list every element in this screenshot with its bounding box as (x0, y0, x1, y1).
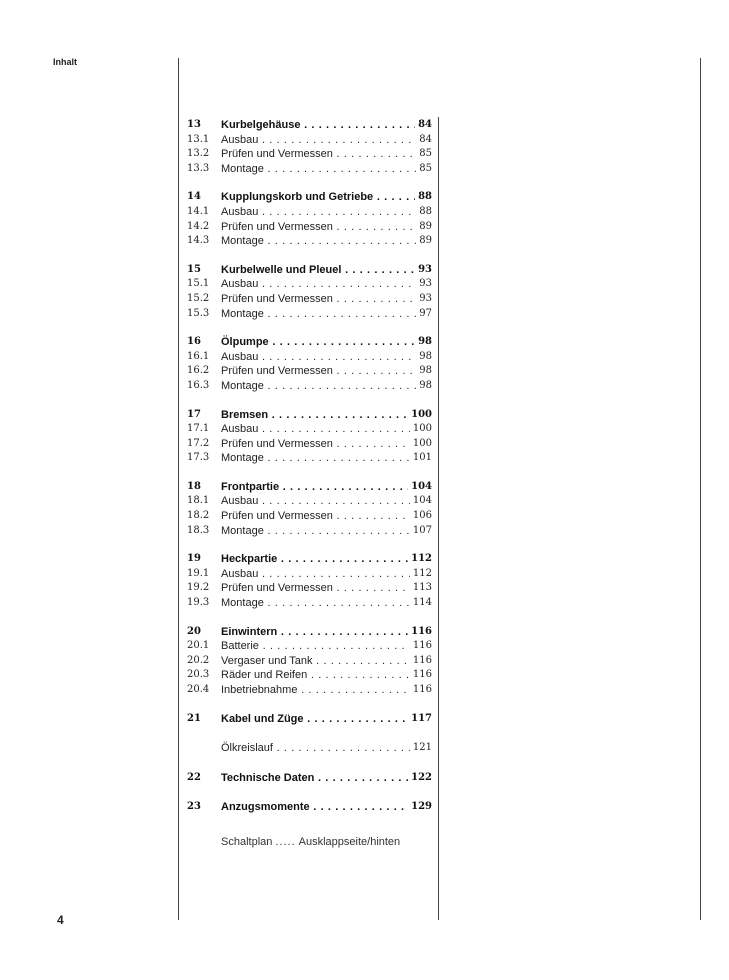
section-title: Montage (221, 379, 264, 392)
toc-section[interactable] (187, 524, 432, 539)
section-title: Ausbau (221, 205, 259, 218)
section-page: 93 (416, 277, 432, 292)
toc-chapter[interactable] (187, 408, 432, 423)
toc-section[interactable] (187, 437, 432, 452)
entry-title: Ölkreislauf (221, 742, 273, 755)
section-title: Prüfen und Vermessen (221, 220, 333, 233)
chapter-number: 14 (187, 191, 201, 203)
section-title: Montage (221, 597, 264, 610)
chapter-page: 98 (415, 335, 432, 350)
toc-group (187, 118, 432, 176)
section-title: Ausbau (221, 278, 259, 291)
chapter-title: Ölpumpe (221, 336, 269, 349)
toc-group (187, 408, 432, 466)
chapter-title: Anzugsmomente (221, 801, 310, 814)
chapter-page: 117 (408, 712, 432, 727)
chapter-number: 21 (187, 712, 201, 724)
toc-chapter[interactable] (187, 480, 432, 495)
section-page: 116 (410, 639, 432, 654)
section-title: Inbetriebnahme (221, 684, 298, 696)
section-title: Batterie (221, 640, 259, 653)
chapter-page: 112 (408, 552, 432, 567)
toc-chapter[interactable] (187, 190, 432, 205)
section-number: 19.1 (187, 567, 210, 579)
section-title: Ausbau (221, 423, 259, 436)
toc-section[interactable] (187, 307, 432, 322)
section-number: 20.3 (187, 669, 210, 681)
toc-section[interactable] (187, 451, 432, 466)
section-page: 98 (416, 350, 432, 365)
toc-section[interactable] (187, 133, 432, 148)
section-number: 16.2 (187, 365, 210, 377)
toc-section[interactable] (187, 292, 432, 307)
toc-chapter[interactable] (187, 552, 432, 567)
toc-group (187, 263, 432, 321)
section-title: Montage (221, 452, 264, 465)
chapter-number: 18 (187, 480, 201, 492)
section-page: 85 (416, 147, 432, 162)
chapter-number: 23 (187, 801, 201, 813)
chapter-number: 19 (187, 553, 201, 565)
section-page: 89 (416, 220, 432, 235)
section-number: 20.4 (187, 684, 210, 695)
toc-section[interactable] (187, 364, 432, 379)
toc-section[interactable] (187, 379, 432, 394)
section-page: 104 (410, 494, 432, 509)
section-number: 16.3 (187, 379, 210, 391)
section-page: 116 (410, 683, 432, 698)
left-rule (178, 58, 179, 920)
chapter-page: 88 (415, 190, 432, 205)
toc-chapter-22[interactable] (187, 771, 432, 786)
section-number: 17.3 (187, 452, 210, 464)
middle-rule (438, 117, 439, 920)
toc-chapter[interactable] (187, 118, 432, 133)
chapter-title: Frontpartie (221, 480, 280, 493)
chapter-number: 22 (187, 771, 201, 783)
section-title: Ausbau (221, 567, 259, 580)
section-page: 112 (410, 567, 432, 582)
section-page: 93 (416, 292, 432, 307)
section-number: 14.1 (187, 205, 210, 217)
toc-section[interactable] (187, 205, 432, 220)
section-title: Montage (221, 162, 264, 175)
section-title: Prüfen und Vermessen (221, 582, 333, 595)
toc-chapter[interactable] (187, 625, 432, 640)
toc-group (187, 552, 432, 610)
toc-section[interactable] (187, 147, 432, 162)
wiring-diagram-note (221, 836, 400, 848)
toc-section[interactable] (187, 234, 432, 249)
section-page: 113 (410, 581, 432, 596)
chapter-title: Kabel und Züge (221, 712, 304, 725)
section-number: 18.1 (187, 495, 210, 507)
section-number: 13.1 (187, 133, 210, 145)
toc-chapter[interactable] (187, 335, 432, 350)
section-page: 84 (416, 133, 432, 148)
chapter-title: Kurbelwelle und Pleuel (221, 263, 342, 276)
section-number: 20.1 (187, 640, 210, 652)
section-number: 13.2 (187, 148, 210, 160)
section-number: 18.2 (187, 510, 210, 522)
section-number: 14.3 (187, 235, 210, 247)
chapter-title: Kupplungskorb und Getriebe (221, 191, 374, 204)
toc-section[interactable] (187, 509, 432, 524)
section-number: 13.3 (187, 162, 210, 174)
chapter-title: Bremsen (221, 408, 269, 421)
section-title: Prüfen und Vermessen (221, 292, 333, 305)
chapter-page: 93 (415, 263, 432, 278)
section-title: Montage (221, 235, 264, 248)
toc-group (187, 190, 432, 248)
section-number: 15.2 (187, 292, 210, 304)
section-number: 19.2 (187, 582, 210, 594)
toc-section[interactable] (187, 668, 432, 683)
toc-section[interactable] (187, 162, 432, 177)
section-title: Räder und Reifen (221, 669, 308, 682)
section-page: 114 (410, 596, 432, 611)
section-number: 20.2 (187, 654, 210, 666)
section-number: 16.1 (187, 350, 210, 362)
section-number: 17.1 (187, 423, 210, 435)
footer-note-label: Schaltplan (221, 836, 273, 848)
section-page: 100 (410, 422, 432, 437)
toc-section[interactable] (187, 683, 432, 698)
section-number: 19.3 (187, 597, 210, 609)
chapter-number: 17 (187, 408, 201, 420)
chapter-number: 13 (187, 119, 201, 130)
section-page: 97 (416, 307, 432, 322)
toc-group (187, 335, 432, 393)
chapter-page: 100 (408, 408, 432, 423)
chapter-title: Technische Daten (221, 771, 315, 784)
toc-section[interactable] (187, 277, 432, 292)
chapter-title: Einwintern (221, 625, 278, 638)
chapter-page: 84 (415, 118, 432, 133)
toc-oil-circuit[interactable] (187, 741, 432, 756)
toc-section[interactable] (187, 639, 432, 654)
section-page: 101 (410, 451, 432, 466)
section-title: Ausbau (221, 133, 259, 146)
section-page: 100 (410, 437, 432, 452)
section-number: 18.3 (187, 524, 210, 536)
section-page: 107 (410, 524, 432, 539)
section-title: Vergaser und Tank (221, 654, 313, 667)
section-page: 116 (410, 668, 432, 683)
section-number: 14.2 (187, 220, 210, 232)
section-title: Ausbau (221, 495, 259, 508)
section-page: 88 (416, 205, 432, 220)
section-title: Prüfen und Vermessen (221, 365, 333, 378)
section-title: Montage (221, 307, 264, 320)
section-number: 15.1 (187, 278, 210, 290)
toc-section[interactable] (187, 567, 432, 582)
footer-note-dots: ..... (275, 836, 296, 848)
chapter-number: 15 (187, 263, 201, 275)
toc-section[interactable] (187, 422, 432, 437)
section-page: 98 (416, 364, 432, 379)
section-title: Ausbau (221, 350, 259, 363)
section-title: Prüfen und Vermessen (221, 437, 333, 450)
footer-note-location: Ausklappseite/hinten (298, 836, 401, 848)
toc-section[interactable] (187, 654, 432, 669)
chapter-title: Kurbelgehäuse (221, 119, 301, 131)
page-number: 4 (57, 913, 64, 927)
section-page: 98 (416, 379, 432, 394)
toc-section[interactable] (187, 596, 432, 611)
toc-section[interactable] (187, 581, 432, 596)
toc-chapter[interactable] (187, 263, 432, 278)
section-title: Prüfen und Vermessen (221, 148, 333, 161)
table-of-contents (187, 118, 432, 830)
chapter-title: Heckpartie (221, 553, 278, 566)
chapter-page: 116 (408, 625, 432, 640)
toc-chapter-23[interactable] (187, 800, 432, 815)
section-page: 85 (416, 162, 432, 177)
section-number: 15.3 (187, 307, 210, 319)
toc-chapter-21[interactable] (187, 712, 432, 727)
toc-group (187, 480, 432, 538)
toc-chapter-list (187, 118, 432, 698)
section-header: Inhalt (53, 57, 77, 67)
toc-group (187, 625, 432, 698)
section-page: 116 (410, 654, 432, 669)
section-title: Prüfen und Vermessen (221, 510, 333, 523)
right-rule (700, 58, 701, 920)
chapter-number: 20 (187, 625, 201, 637)
chapter-page: 104 (408, 480, 432, 495)
section-title: Montage (221, 524, 264, 537)
entry-page: 121 (410, 741, 432, 756)
chapter-page: 122 (408, 771, 432, 786)
section-number: 17.2 (187, 437, 210, 449)
chapter-page: 129 (408, 800, 432, 815)
toc-section[interactable] (187, 220, 432, 235)
section-page: 106 (410, 509, 432, 524)
toc-section[interactable] (187, 350, 432, 365)
chapter-number: 16 (187, 336, 201, 348)
toc-section[interactable] (187, 494, 432, 509)
section-page: 89 (416, 234, 432, 249)
